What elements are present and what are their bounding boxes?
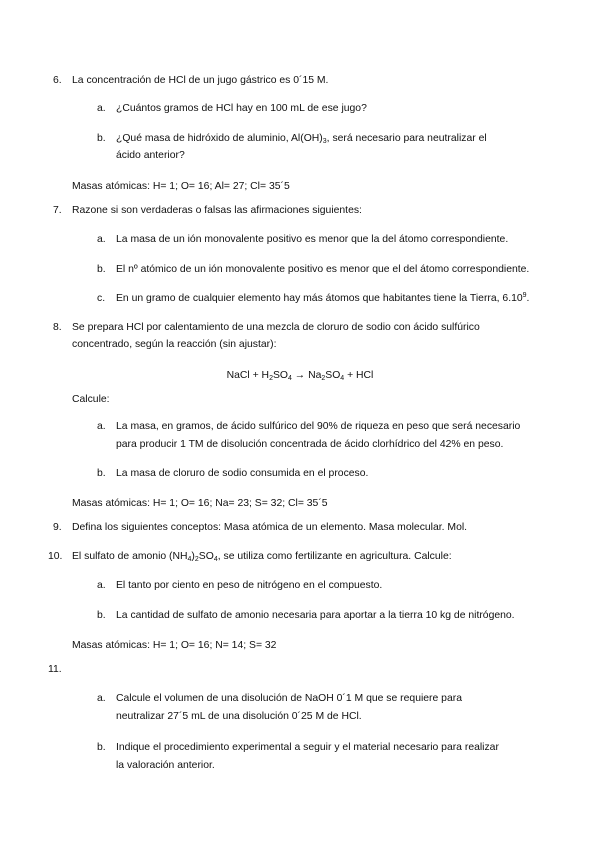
q6b-pre: ¿Qué masa de hidróxido de aluminio, Al(OH): [116, 133, 323, 144]
eq-p1: Na: [308, 370, 322, 381]
q11b-line2: la valoración anterior.: [116, 760, 215, 771]
q8-number: 8.: [53, 322, 62, 333]
eq-r1-mid: SO: [272, 370, 288, 381]
q10-sub3: 4: [213, 556, 218, 563]
q7b-text: El nº atómico de un ión monovalente positivo es menor que el del átomo correspondiente.: [116, 264, 530, 275]
q9-number: 9.: [53, 522, 62, 533]
q6b-line1: [116, 132, 487, 145]
reaction-equation: [0, 369, 600, 382]
q7c-text: [116, 292, 529, 305]
q8-line2: concentrado, según la reacción (sin ajustar):: [72, 339, 277, 350]
eq-arrow: →: [291, 370, 309, 381]
q8a-line2: para producir 1 TM de disolución concentrada de ácido clorhídrico del 42% en peso.: [116, 439, 504, 450]
eq-p1-sub2: 4: [340, 375, 345, 382]
q7c-post: .: [526, 293, 530, 304]
q6a-label: a.: [97, 103, 106, 114]
q6b-line2: ácido anterior?: [116, 150, 185, 161]
q10-mid2: SO: [198, 551, 214, 562]
q8-masses: Masas atómicas: H= 1; O= 16; Na= 23; S= 32; Cl= 35´5: [72, 498, 328, 509]
q7c-label: c.: [97, 293, 106, 304]
q6a-text: ¿Cuántos gramos de HCl hay en 100 mL de ese jugo?: [116, 103, 367, 114]
q8a-label: a.: [97, 421, 106, 432]
q8a-line1: La masa, en gramos, de ácido sulfúrico del 90% de riqueza en peso que será necesario: [116, 421, 521, 432]
q6-masses: Masas atómicas: H= 1; O= 16; Al= 27; Cl= 35´5: [72, 181, 290, 192]
q7c-pre: En un gramo de cualquier elemento hay más átomos que habitantes tiene la Tierra, 6.10: [116, 293, 523, 304]
eq-p1-sub: 2: [321, 375, 326, 382]
q7b-label: b.: [97, 264, 106, 275]
q8b-text: La masa de cloruro de sodio consumida en el proceso.: [116, 468, 369, 479]
q8-calcule: Calcule:: [72, 394, 110, 405]
q6b-sub: 3: [322, 138, 327, 145]
q10a-text: El tanto por ciento en peso de nitrógeno en el compuesto.: [116, 580, 383, 591]
q10-mid: ): [191, 551, 195, 562]
q10-pre: El sulfato de amonio (NH: [72, 551, 188, 562]
q7a-text: La masa de un ión monovalente positivo es menor que la del átomo correspondiente.: [116, 234, 509, 245]
q10-sub2: 2: [194, 556, 199, 563]
eq-p2: + HCl: [344, 370, 374, 381]
q10-number: 10.: [48, 551, 63, 562]
q11a-line1: Calcule el volumen de una disolución de NaOH 0´1 M que se requiere para: [116, 693, 462, 704]
q10b-label: b.: [97, 610, 106, 621]
q6b-label: b.: [97, 133, 106, 144]
q6-number: 6.: [53, 75, 62, 86]
eq-r1-sub: 2: [269, 375, 273, 382]
q11b-label: b.: [97, 742, 106, 753]
q10-sub1: 4: [187, 556, 192, 563]
q10-post: , se utiliza como fertilizante en agricultura. Calcule:: [217, 551, 452, 562]
q10b-text: La cantidad de sulfato de amonio necesaria para aportar a la tierra 10 kg de nitrógeno.: [116, 610, 515, 621]
q10-text: [72, 550, 452, 563]
eq-p1-mid: SO: [325, 370, 341, 381]
q10a-label: a.: [97, 580, 106, 591]
eq-r1-sub2: 4: [288, 375, 292, 382]
q8-line1: Se prepara HCl por calentamiento de una mezcla de cloruro de sodio con ácido sulfúrico: [72, 322, 480, 333]
q11-number: 11.: [48, 664, 62, 675]
eq-r1: NaCl + H: [226, 370, 270, 381]
q7a-label: a.: [97, 234, 106, 245]
q11b-line1: Indique el procedimiento experimental a seguir y el material necesario para realizar: [116, 742, 499, 753]
q9-text: Defina los siguientes conceptos: Masa atómica de un elemento. Masa molecular. Mol.: [72, 522, 468, 533]
q7-number: 7.: [53, 205, 62, 216]
q7-text: Razone si son verdaderas o falsas las afirmaciones siguientes:: [72, 205, 362, 216]
q11a-label: a.: [97, 693, 106, 704]
q6-text: La concentración de HCl de un jugo gástrico es 0´15 M.: [72, 75, 329, 86]
q11a-line2: neutralizar 27´5 mL de una disolución 0´25 M de HCl.: [116, 711, 362, 722]
q7c-sup: 9: [522, 292, 527, 299]
q8b-label: b.: [97, 468, 106, 479]
q10-masses: Masas atómicas: H= 1; O= 16; N= 14; S= 32: [72, 640, 277, 651]
q6b-post: , será necesario para neutralizar el: [326, 133, 487, 144]
